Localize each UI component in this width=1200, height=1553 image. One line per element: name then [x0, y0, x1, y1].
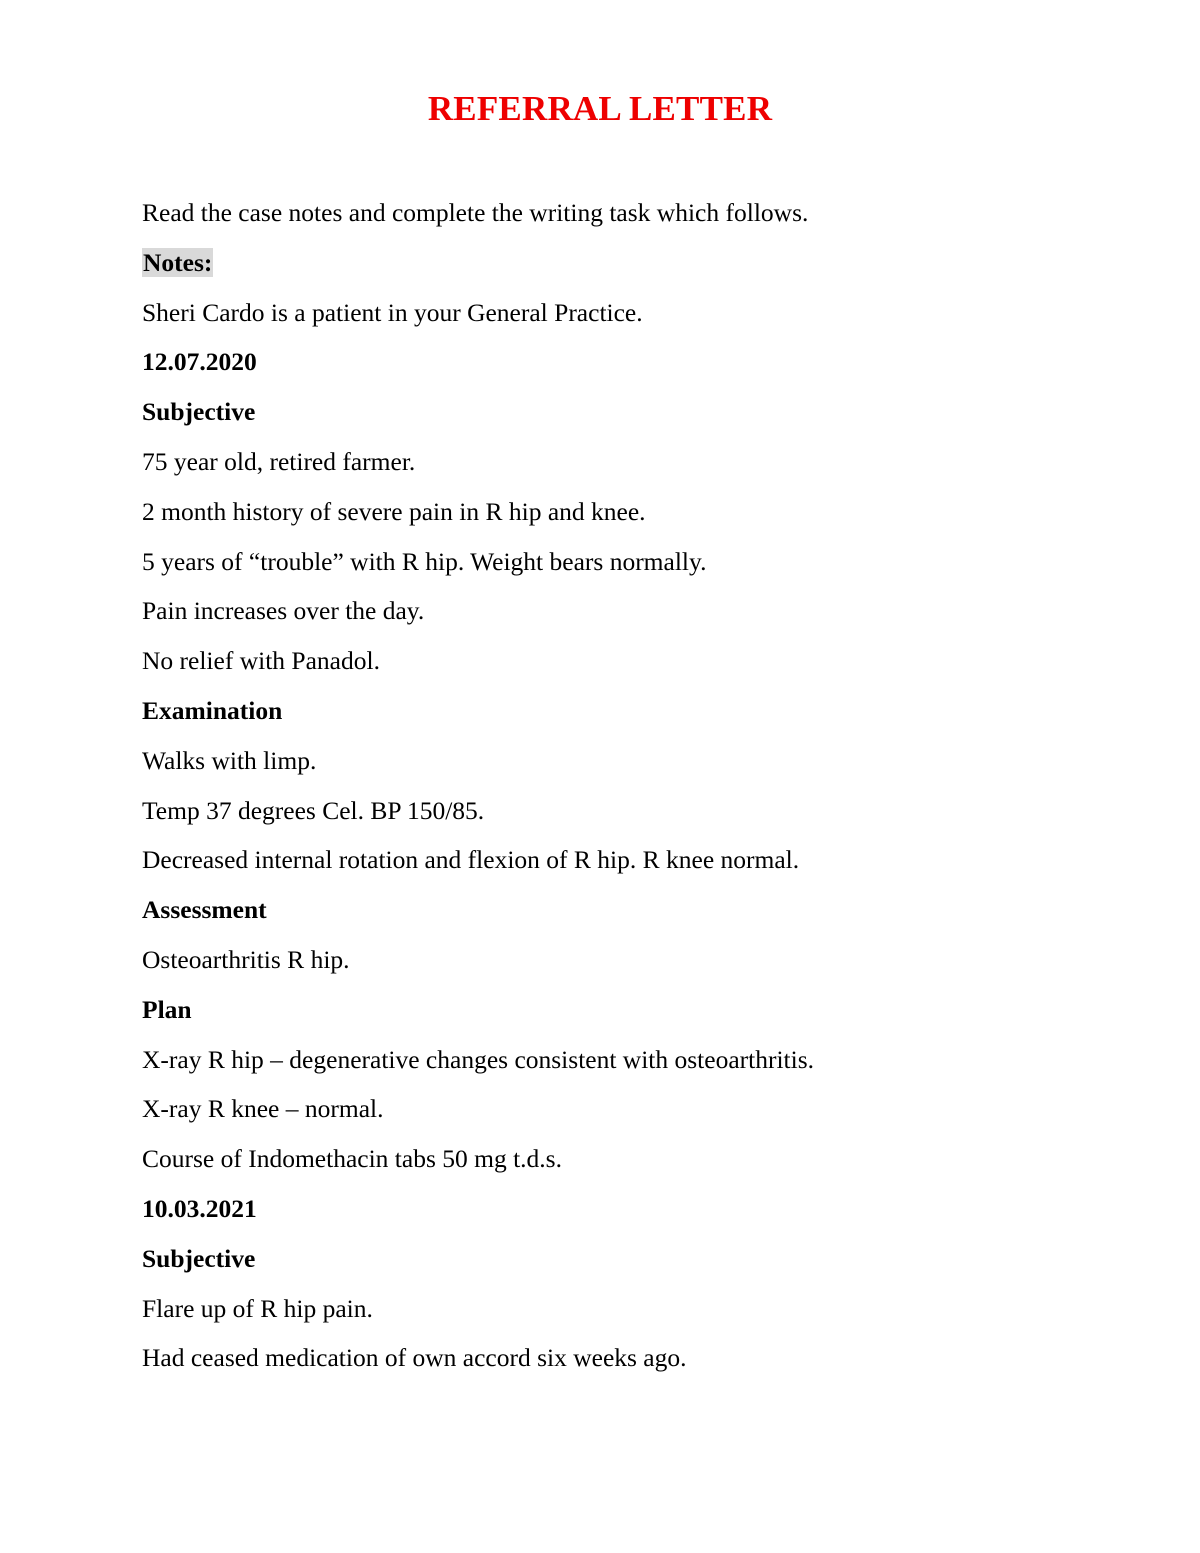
line-text: Subjective: [142, 1243, 256, 1273]
note-line: [142, 1292, 373, 1326]
note-line: [142, 594, 424, 628]
line-text: 12.07.2020: [142, 347, 257, 377]
note-line: [142, 1092, 383, 1126]
line-text: Pain increases over the day.: [142, 596, 425, 626]
line-text: Osteoarthritis R hip.: [142, 945, 350, 974]
section-heading: [142, 395, 255, 429]
line-text: Examination: [142, 696, 283, 725]
line-text: Flare up of R hip pain.: [142, 1293, 373, 1323]
note-line: [142, 744, 316, 778]
note-line: [142, 296, 643, 330]
notes-heading: [142, 246, 213, 280]
line-text: Course of Indomethacin tabs 50 mg t.d.s.: [142, 1144, 562, 1174]
section-heading: [142, 1192, 257, 1226]
document-title: REFERRAL LETTER: [427, 89, 773, 128]
note-line: [142, 495, 646, 529]
line-text: 5 years of “trouble” with R hip. Weight bears normally.: [142, 546, 707, 576]
note-line: [142, 794, 484, 828]
note-line: [142, 943, 350, 977]
section-heading: [142, 345, 257, 379]
section-heading: [142, 993, 192, 1027]
note-line: [142, 843, 799, 877]
line-text: Notes:: [143, 247, 213, 277]
line-text: Decreased internal rotation and flexion of R hip. R knee normal.: [142, 845, 800, 875]
line-text: Sheri Cardo is a patient in your General Practice.: [142, 297, 643, 327]
note-line: [142, 1341, 687, 1375]
note-line: [142, 1043, 814, 1077]
line-text: Read the case notes and complete the writing task which follows.: [142, 198, 809, 227]
note-line: [142, 644, 380, 678]
line-text: Walks with limp.: [142, 745, 317, 775]
line-text: Subjective: [142, 397, 256, 427]
note-line: [142, 1142, 562, 1176]
line-text: Assessment: [142, 895, 267, 925]
line-text: Had ceased medication of own accord six weeks ago.: [142, 1343, 687, 1373]
section-heading: [142, 1242, 255, 1276]
line-text: 2 month history of severe pain in R hip and knee.: [142, 496, 646, 526]
line-text: Plan: [142, 994, 192, 1024]
line-text: Temp 37 degrees Cel. BP 150/85.: [142, 795, 485, 825]
line-text: 75 year old, retired farmer.: [142, 447, 416, 476]
note-line: [142, 545, 706, 579]
line-text: X-ray R knee – normal.: [142, 1094, 384, 1124]
note-line: [142, 445, 415, 479]
note-line: [142, 196, 808, 230]
section-heading: [142, 694, 282, 728]
section-heading: [142, 893, 267, 927]
line-text: X-ray R hip – degenerative changes consistent with osteoarthritis.: [142, 1044, 815, 1074]
line-text: No relief with Panadol.: [142, 646, 380, 676]
line-text: 10.03.2021: [142, 1194, 257, 1223]
